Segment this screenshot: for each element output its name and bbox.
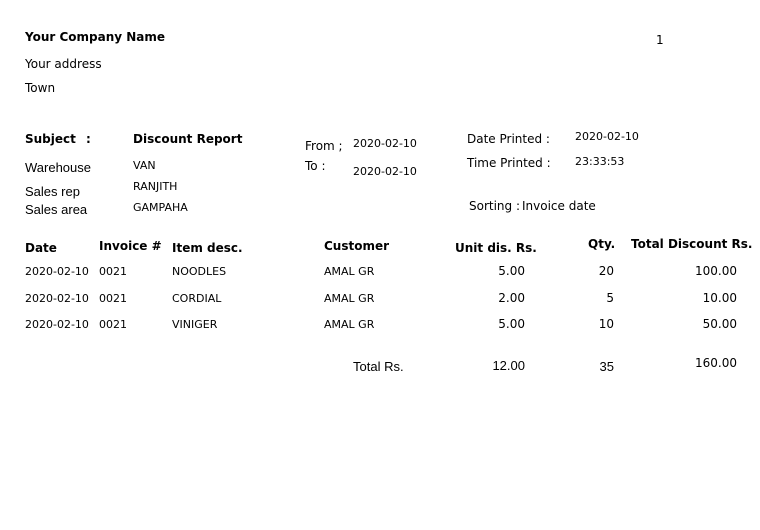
cell-date: 2020-02-10 [25,292,89,305]
total-unit-discount: 12.00 [492,358,525,373]
page-number: 1 [656,33,664,47]
cell-total-discount: 100.00 [695,264,737,278]
cell-customer: AMAL GR [324,292,375,305]
header-total-discount: Total Discount Rs. [631,237,753,251]
company-address: Your address [25,57,102,71]
subject-value: Discount Report [133,132,243,146]
cell-unit-discount: 5.00 [498,317,525,331]
header-customer: Customer [324,239,390,253]
cell-total-discount: 50.00 [702,317,737,331]
to-label: To : [305,159,326,173]
subject-label: Subject [25,132,76,146]
cell-item: VINIGER [172,318,218,331]
cell-total-discount: 10.00 [702,291,737,305]
to-value: 2020-02-10 [353,165,417,178]
time-printed-label: Time Printed : [467,156,551,170]
warehouse-value: VAN [133,159,156,172]
cell-customer: AMAL GR [324,265,375,278]
cell-date: 2020-02-10 [25,318,89,331]
header-date: Date [25,241,57,255]
total-label: Total Rs. [353,359,404,374]
cell-item: NOODLES [172,265,227,278]
cell-item: CORDIAL [172,292,222,305]
from-label: From ; [305,139,343,153]
cell-qty: 5 [606,291,614,305]
sorting-label: Sorting : [469,199,521,213]
date-printed-label: Date Printed : [467,132,550,146]
subject-colon: : [86,132,91,146]
sales-rep-value: RANJITH [133,180,178,193]
total-qty: 35 [599,359,614,374]
sorting-value: Invoice date [522,199,596,213]
cell-unit-discount: 5.00 [498,264,525,278]
cell-qty: 20 [598,264,614,278]
date-printed-value: 2020-02-10 [575,130,639,143]
time-printed-value: 23:33:53 [575,155,625,168]
cell-date: 2020-02-10 [25,265,89,278]
cell-invoice: 0021 [99,318,127,331]
cell-invoice: 0021 [99,265,127,278]
header-item: Item desc. [172,241,243,255]
header-qty: Qty. [588,237,616,251]
header-invoice: Invoice # [99,239,162,253]
cell-unit-discount: 2.00 [498,291,525,305]
from-value: 2020-02-10 [353,137,417,150]
header-unit-discount: Unit dis. Rs. [455,241,537,255]
company-name: Your Company Name [25,30,166,44]
cell-qty: 10 [598,317,614,331]
company-town: Town [25,81,56,95]
cell-customer: AMAL GR [324,318,375,331]
sales-rep-label: Sales rep [25,184,80,199]
sales-area-label: Sales area [25,202,88,217]
cell-invoice: 0021 [99,292,127,305]
total-discount: 160.00 [695,356,737,370]
warehouse-label: Warehouse [25,160,91,175]
sales-area-value: GAMPAHA [133,201,188,214]
